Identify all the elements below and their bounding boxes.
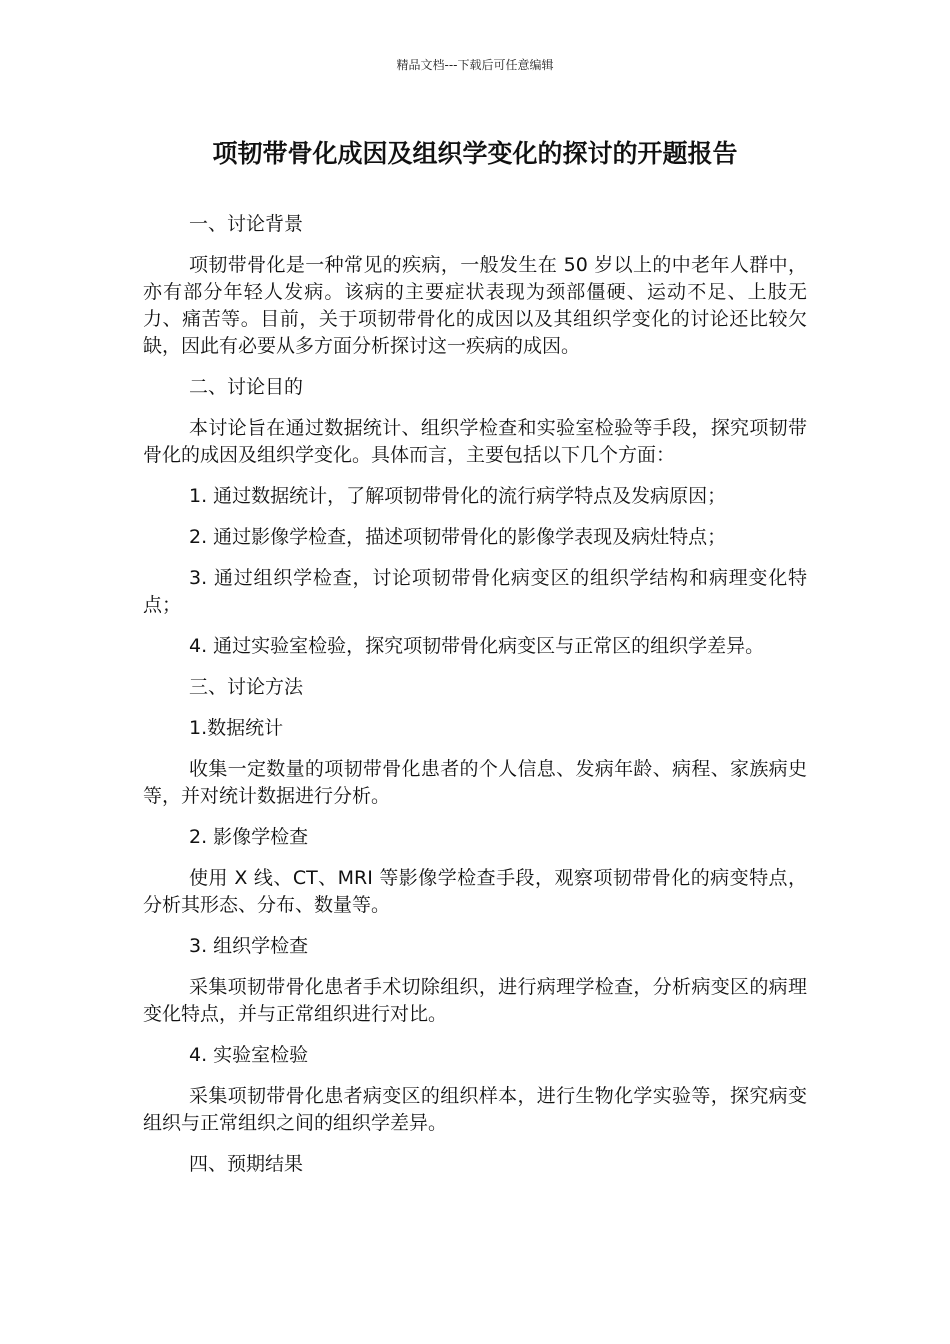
method-heading-laboratory: 4. 实验室检验 bbox=[189, 1044, 309, 1066]
paragraph-imaging: 使用 X 线、CT、MRI 等影像学检查手段，观察项韧带骨化的病变特点，分析其形态、分布、数量等。 bbox=[143, 867, 807, 916]
list-item-purpose-1: 1. 通过数据统计，了解项韧带骨化的流行病学特点及发病原因； bbox=[189, 485, 727, 507]
section-heading-expected-results: 四、预期结果 bbox=[189, 1153, 304, 1175]
method-heading-statistics: 1.数据统计 bbox=[189, 717, 284, 739]
page-title: 项韧带骨化成因及组织学变化的探讨的开题报告 bbox=[212, 139, 738, 168]
paragraph-histology: 采集项韧带骨化患者手术切除组织，进行病理学检查，分析病变区的病理变化特点，并与正常组织进行对比。 bbox=[143, 976, 807, 1025]
method-heading-histology: 3. 组织学检查 bbox=[189, 935, 309, 957]
paragraph-statistics: 收集一定数量的项韧带骨化患者的个人信息、发病年龄、病程、家族病史等，并对统计数据进行分析。 bbox=[143, 758, 807, 807]
header-note: 精品文档---下载后可任意编辑 bbox=[396, 58, 554, 72]
method-heading-imaging: 2. 影像学检查 bbox=[189, 826, 309, 848]
list-item-purpose-4: 4. 通过实验室检验，探究项韧带骨化病变区与正常区的组织学差异。 bbox=[189, 635, 765, 657]
list-item-purpose-3: 3. 通过组织学检查，讨论项韧带骨化病变区的组织学结构和病理变化特点； bbox=[143, 567, 807, 616]
paragraph-laboratory: 采集项韧带骨化患者病变区的组织样本，进行生物化学实验等，探究病变组织与正常组织之间的组织学差异。 bbox=[143, 1085, 807, 1134]
paragraph-purpose: 本讨论旨在通过数据统计、组织学检查和实验室检验等手段，探究项韧带骨化的成因及组织学变化。具体而言，主要包括以下几个方面： bbox=[143, 417, 807, 466]
list-item-purpose-2: 2. 通过影像学检查，描述项韧带骨化的影像学表现及病灶特点； bbox=[189, 526, 727, 548]
section-heading-methods: 三、讨论方法 bbox=[189, 676, 304, 698]
paragraph-background: 项韧带骨化是一种常见的疾病，一般发生在 50 岁以上的中老年人群中，亦有部分年轻人发病。该病的主要症状表现为颈部僵硬、运动不足、上肢无力、痛苦等。目前，关于项韧带骨化的成因以及其组织学变化的讨论还比较欠缺，因此有必要从多方面分析探讨这一疾病的成因。 bbox=[143, 254, 807, 357]
document-body bbox=[143, 211, 807, 1192]
section-heading-purpose: 二、讨论目的 bbox=[189, 376, 304, 398]
section-heading-background: 一、讨论背景 bbox=[189, 213, 304, 235]
